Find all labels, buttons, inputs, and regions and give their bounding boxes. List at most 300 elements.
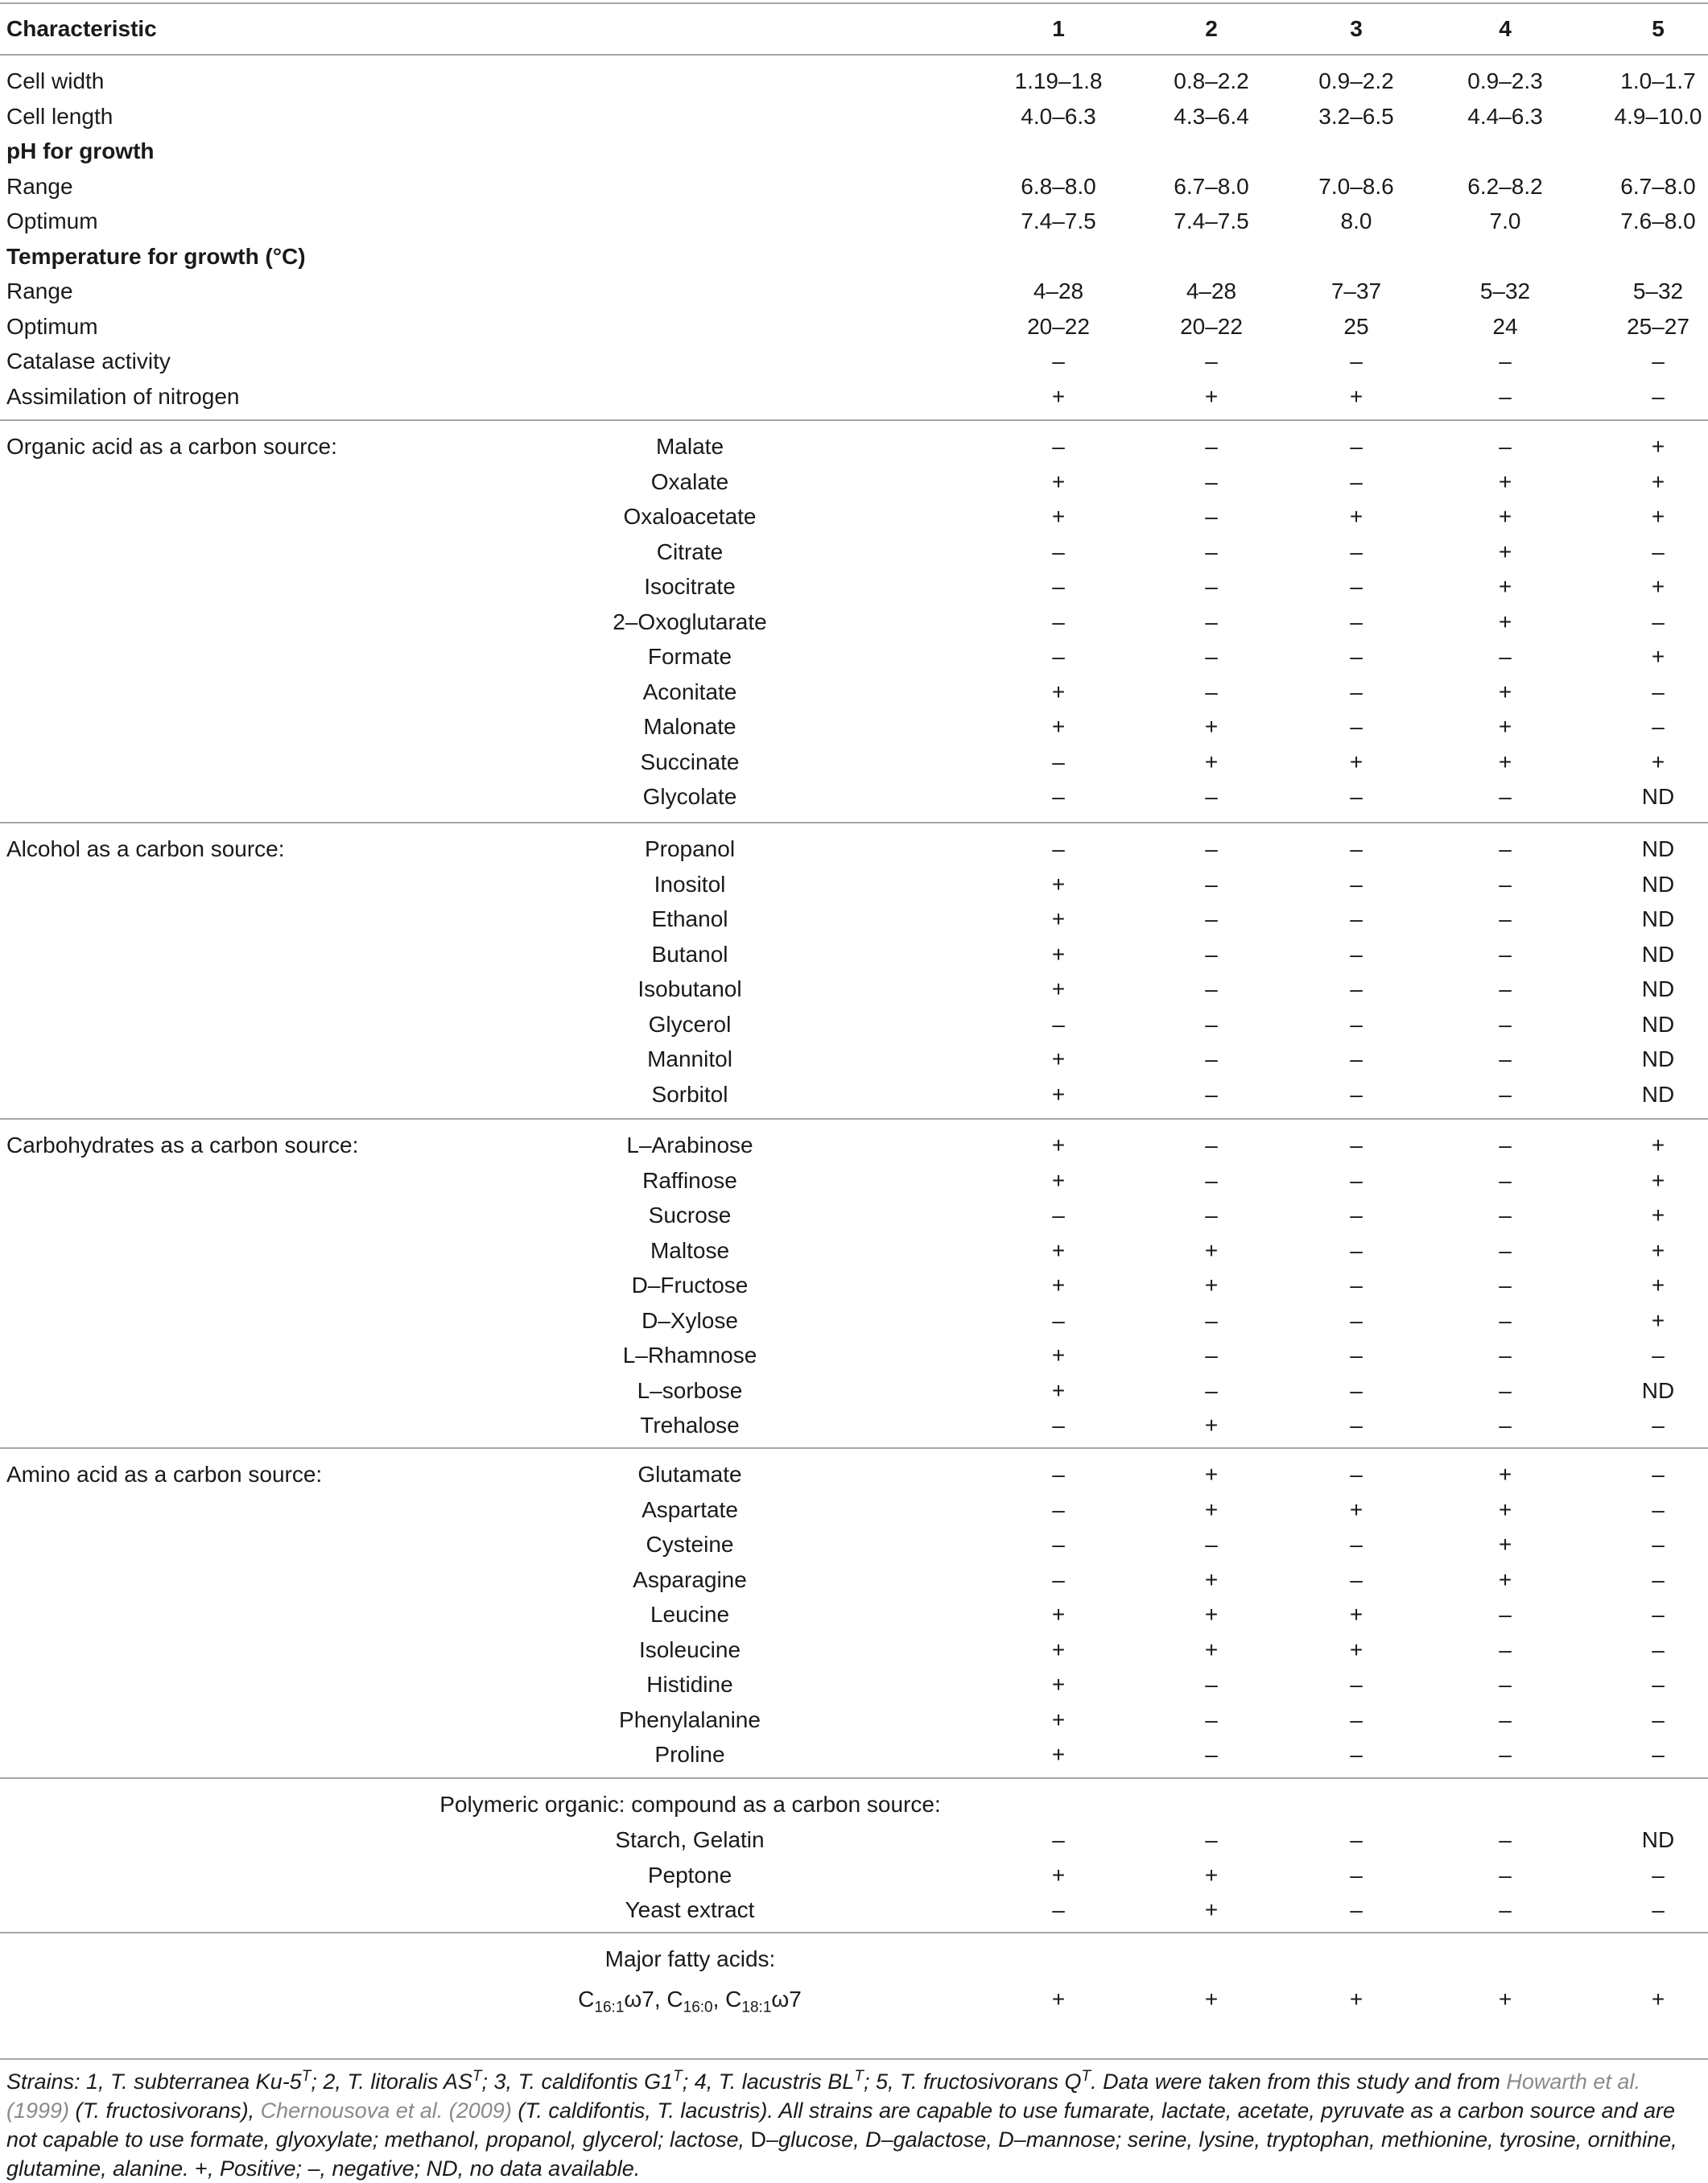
- strain-3-value: –: [1350, 1046, 1363, 1071]
- carbohydrates-row: [0, 1163, 1708, 1198]
- characteristic-header: Characteristic: [6, 16, 157, 41]
- strain-2-value: –: [1205, 976, 1218, 1001]
- substrate-name: Cysteine: [646, 1532, 734, 1557]
- strain-3-value: –: [1350, 836, 1363, 861]
- strain-3-value: +: [1349, 383, 1364, 409]
- strain-5-value: ND: [1641, 871, 1675, 897]
- strain-4-value: +: [1498, 749, 1512, 774]
- strain-2-value: +: [1204, 714, 1219, 739]
- substrate-name: Sorbitol: [651, 1081, 728, 1107]
- row-label: Assimilation of nitrogen: [6, 383, 240, 409]
- group-heading: pH for growth: [6, 138, 155, 163]
- characteristic-row: [0, 134, 1708, 168]
- organic_acid-row: [0, 709, 1708, 744]
- strain-2-value: –: [1205, 1081, 1218, 1107]
- strain-4-value: –: [1499, 1742, 1512, 1767]
- strain-3-value: +: [1349, 1987, 1364, 2012]
- strain-5-value: –: [1652, 1532, 1665, 1557]
- strain-5-value: –: [1652, 1602, 1665, 1627]
- strain-2-value: –: [1205, 1343, 1218, 1368]
- strain-2-value: –: [1205, 1532, 1218, 1557]
- strain-3-value: –: [1350, 349, 1363, 373]
- strain-4-value: +: [1498, 1566, 1512, 1592]
- strain-1-value: +: [1051, 1081, 1066, 1107]
- strain-3-value: –: [1350, 1133, 1363, 1158]
- section-title: Organic acid as a carbon source:: [6, 434, 337, 459]
- strain-4-value: –: [1499, 1636, 1512, 1662]
- strain-3-value: +: [1349, 1602, 1364, 1627]
- strain-1-value: –: [1052, 836, 1065, 861]
- strain-2-value: 4–28: [1186, 279, 1237, 303]
- substrate-name: L–Arabinose: [626, 1133, 753, 1158]
- separator: ,: [654, 1987, 667, 2012]
- strain-1-value: –: [1052, 1011, 1065, 1037]
- strain-2-value: +: [1204, 1237, 1219, 1263]
- strain-5-value: –: [1652, 1636, 1665, 1662]
- strain-5-value: –: [1652, 679, 1665, 704]
- substrate-name: Glutamate: [637, 1462, 742, 1487]
- strain-2-value: –: [1205, 644, 1218, 669]
- carbohydrates-row: [0, 1128, 1708, 1162]
- strain-5-value: –: [1652, 349, 1665, 373]
- footnote-text: T: [1081, 2068, 1091, 2085]
- strain-3-value: –: [1350, 434, 1363, 459]
- row-label: Cell width: [6, 68, 105, 93]
- fatty-acids-title-row: [0, 1942, 1708, 1976]
- strain-2-value: –: [1205, 1203, 1218, 1228]
- strain-3-value: –: [1350, 1011, 1363, 1037]
- strain-5-value: –: [1652, 1862, 1665, 1888]
- strain-4-value: +: [1498, 1496, 1512, 1522]
- amino_acid-row: [0, 1492, 1708, 1527]
- strain-3-value: –: [1350, 468, 1363, 494]
- strain-4-value: –: [1499, 836, 1512, 861]
- footnote-text: +: [195, 2156, 208, 2181]
- substrate-name: Oxalate: [650, 468, 729, 494]
- strain-2-value: –: [1205, 1307, 1218, 1333]
- strain-5-value: –: [1652, 1706, 1665, 1732]
- reference-link: Chernousova et al. (2009): [260, 2098, 512, 2123]
- footnote-text: –: [307, 2156, 320, 2181]
- strain-2-value: –: [1205, 609, 1218, 634]
- strain-1-value: +: [1051, 1672, 1066, 1697]
- strain-3-value: +: [1349, 749, 1364, 774]
- polymeric-row: [0, 1822, 1708, 1857]
- strain-1-value: 1.19–1.8: [1014, 68, 1103, 93]
- substrate-name: Histidine: [646, 1672, 733, 1697]
- strain-4-value: –: [1499, 1237, 1512, 1263]
- substrate-name: Raffinose: [642, 1167, 737, 1193]
- footnote-text: ; 5, T. fructosivorans Q: [863, 2070, 1082, 2094]
- strain-2-value: –: [1205, 539, 1218, 564]
- strain-5-value: ND: [1641, 976, 1675, 1001]
- strain-2-value: –: [1205, 434, 1218, 459]
- acid-base: C: [666, 1987, 683, 2012]
- strain-3-value: –: [1350, 574, 1363, 599]
- strain-4-value: –: [1499, 1203, 1512, 1228]
- strain-5-value: ND: [1641, 1046, 1675, 1071]
- strain-4-value: –: [1499, 644, 1512, 669]
- strain-4-value: –: [1499, 1706, 1512, 1732]
- strain-2-value: +: [1204, 1496, 1219, 1522]
- substrate-name: Isoleucine: [638, 1636, 741, 1662]
- substrate-name: Aconitate: [642, 679, 737, 704]
- substrate-name: Oxaloacetate: [623, 504, 757, 529]
- strain-4-value: –: [1499, 1307, 1512, 1333]
- strain-2-value: +: [1204, 383, 1219, 409]
- row-label: Range: [6, 173, 73, 199]
- strain-1-value: –: [1052, 1566, 1065, 1592]
- strain-1-value: 4–28: [1033, 279, 1084, 303]
- reference-link: Howarth et al. (1999): [6, 2070, 1640, 2123]
- row-label: Cell length: [6, 103, 113, 129]
- substrate-name: D–Fructose: [631, 1273, 749, 1298]
- strain-3-value: –: [1350, 714, 1363, 739]
- strain-5-value: ND: [1641, 1081, 1675, 1107]
- strain-3-value: –: [1350, 1672, 1363, 1697]
- strain-1-value: +: [1051, 1636, 1066, 1662]
- strain-5-value: +: [1651, 1307, 1665, 1333]
- strain-1-value: –: [1052, 1827, 1065, 1852]
- strain-4-value: +: [1498, 714, 1512, 739]
- alcohol-row: [0, 1042, 1708, 1076]
- strain-5-value: –: [1652, 1742, 1665, 1767]
- substrate-name: Trehalose: [640, 1413, 740, 1438]
- substrate-name: L–sorbose: [637, 1377, 743, 1403]
- section-rule: [0, 419, 1708, 421]
- section-rule: [0, 1118, 1708, 1120]
- strain-5-value: +: [1651, 749, 1665, 774]
- strain-1-header: 1: [1052, 16, 1065, 41]
- strain-4-value: –: [1499, 1167, 1512, 1193]
- strain-3-value: –: [1350, 1167, 1363, 1193]
- strain-4-value: –: [1499, 906, 1512, 931]
- row-label: Catalase activity: [6, 349, 171, 373]
- amino_acid-row: [0, 1667, 1708, 1702]
- strain-5-value: –: [1652, 1462, 1665, 1487]
- strain-4-value: 0.9–2.3: [1467, 68, 1543, 93]
- strain-1-value: –: [1052, 1413, 1065, 1438]
- strain-1-value: +: [1051, 906, 1066, 931]
- substrate-name: Asparagine: [633, 1566, 747, 1592]
- substrate-name: Propanol: [644, 836, 736, 861]
- polymeric-title-row: [0, 1787, 1708, 1822]
- strain-2-value: 0.8–2.2: [1174, 68, 1249, 93]
- amino_acid-row: [0, 1702, 1708, 1737]
- substrate-name: Ethanol: [651, 906, 728, 931]
- section-rule: [0, 1932, 1708, 1933]
- strain-2-value: +: [1204, 1897, 1219, 1922]
- characteristic-row: [0, 239, 1708, 274]
- strain-2-value: –: [1205, 836, 1218, 861]
- strain-4-value: +: [1498, 609, 1512, 634]
- strain-3-value: –: [1350, 1413, 1363, 1438]
- strain-1-value: +: [1051, 1862, 1066, 1888]
- strain-3-value: –: [1350, 539, 1363, 564]
- strain-1-value: +: [1051, 1237, 1066, 1263]
- strain-5-value: +: [1651, 468, 1665, 494]
- footnote-text: T: [673, 2068, 683, 2085]
- footnote-text: ; 3, T. caldifontis G1: [481, 2070, 674, 2094]
- strain-3-value: –: [1350, 1081, 1363, 1107]
- strain-1-value: +: [1051, 714, 1066, 739]
- strain-4-value: 7.0: [1489, 208, 1521, 233]
- strain-2-value: +: [1204, 1566, 1219, 1592]
- strain-2-value: –: [1205, 1706, 1218, 1732]
- strain-2-value: +: [1204, 1987, 1219, 2012]
- strain-3-value: –: [1350, 976, 1363, 1001]
- strain-2-value: –: [1205, 1011, 1218, 1037]
- amino_acid-row: [0, 1457, 1708, 1492]
- footnote-text: ; 4, T. lacustris BL: [682, 2070, 855, 2094]
- strain-3-value: –: [1350, 1307, 1363, 1333]
- strain-1-value: +: [1051, 1133, 1066, 1158]
- strain-3-value: –: [1350, 1377, 1363, 1403]
- strain-3-value: 3.2–6.5: [1318, 103, 1394, 129]
- strain-1-value: +: [1051, 468, 1066, 494]
- strain-1-value: +: [1051, 1273, 1066, 1298]
- substrate-name: Sucrose: [648, 1203, 732, 1228]
- strain-5-value: 6.7–8.0: [1620, 173, 1696, 199]
- strain-2-value: +: [1204, 1273, 1219, 1298]
- strain-4-value: –: [1499, 1602, 1512, 1627]
- strain-5-value: ND: [1641, 941, 1675, 967]
- amino_acid-row: [0, 1527, 1708, 1562]
- footnote-text: T: [301, 2068, 311, 2085]
- strain-5-value: +: [1651, 1167, 1665, 1193]
- acid-subscript: 16:0: [683, 1999, 713, 2016]
- strain-5-value: ND: [1641, 1377, 1675, 1403]
- alcohol-row: [0, 867, 1708, 902]
- strain-3-value: +: [1349, 504, 1364, 529]
- alcohol-row: [0, 972, 1708, 1006]
- strain-4-value: +: [1498, 539, 1512, 564]
- header-row: [0, 11, 1708, 46]
- strain-1-value: +: [1051, 1343, 1066, 1368]
- strain-1-value: –: [1052, 574, 1065, 599]
- acid-base: C: [725, 1987, 742, 2012]
- strain-5-value: ND: [1641, 784, 1675, 809]
- strain-5-value: ND: [1641, 1011, 1675, 1037]
- strain-4-header: 4: [1499, 16, 1512, 41]
- strain-4-value: –: [1499, 941, 1512, 967]
- section-rule: [0, 1447, 1708, 1449]
- characteristic-row: [0, 99, 1708, 134]
- strain-2-value: –: [1205, 1046, 1218, 1071]
- strain-4-value: –: [1499, 1897, 1512, 1922]
- strain-2-value: –: [1205, 574, 1218, 599]
- strain-3-value: 7–37: [1331, 279, 1382, 303]
- characteristic-row: [0, 204, 1708, 238]
- footnote-text: (T. caldifontis, T. lacustris). All strains are capable to use fumarate, lactate, acetate, pyruvate as a carbon source and are not capable to use formate, glyoxylate; methanol, propanol, glycerol; lactose,: [6, 2098, 1676, 2152]
- strain-5-value: –: [1652, 1343, 1665, 1368]
- strain-1-value: 7.4–7.5: [1021, 208, 1096, 233]
- strain-5-value: 4.9–10.0: [1614, 103, 1702, 129]
- table-footnote: [6, 2067, 1703, 2183]
- organic_acid-row: [0, 499, 1708, 534]
- strain-1-value: +: [1051, 1377, 1066, 1403]
- strain-4-value: –: [1499, 1827, 1512, 1852]
- alcohol-row: [0, 1077, 1708, 1112]
- strain-1-value: –: [1052, 1307, 1065, 1333]
- organic_acid-row: [0, 639, 1708, 674]
- section-rule: [0, 822, 1708, 823]
- strain-1-value: +: [1051, 1167, 1066, 1193]
- strain-2-value: –: [1205, 1827, 1218, 1852]
- strain-1-value: 20–22: [1027, 313, 1090, 339]
- strain-1-value: –: [1052, 644, 1065, 669]
- substrate-name: Maltose: [650, 1237, 730, 1263]
- strain-2-value: –: [1205, 504, 1218, 529]
- polymeric-row: [0, 1892, 1708, 1927]
- substrate-name: Inositol: [654, 871, 726, 897]
- acid-base: C: [578, 1987, 595, 2012]
- strain-5-value: 5–32: [1632, 279, 1684, 303]
- substrate-name: Peptone: [647, 1862, 732, 1888]
- strain-1-value: +: [1051, 1987, 1066, 2012]
- strain-1-value: –: [1052, 1462, 1065, 1487]
- strain-4-value: –: [1499, 784, 1512, 809]
- substrate-name: Phenylalanine: [619, 1706, 761, 1732]
- strain-1-value: –: [1052, 1532, 1065, 1557]
- amino_acid-row: [0, 1562, 1708, 1597]
- substrate-name: Citrate: [656, 539, 724, 564]
- footnote-text: ; 2, T. litoralis AS: [311, 2070, 472, 2094]
- substrate-name: Isobutanol: [637, 976, 742, 1001]
- characteristic-row: [0, 64, 1708, 98]
- characteristic-row: [0, 274, 1708, 308]
- footnote-text: T: [854, 2068, 864, 2085]
- strain-1-value: –: [1052, 1897, 1065, 1922]
- organic_acid-row: [0, 569, 1708, 604]
- strain-5-header: 5: [1652, 16, 1665, 41]
- strain-5-value: +: [1651, 1273, 1665, 1298]
- alcohol-row: [0, 1007, 1708, 1042]
- strain-5-value: –: [1652, 1413, 1665, 1438]
- strain-2-value: –: [1205, 1742, 1218, 1767]
- strain-1-value: –: [1052, 539, 1065, 564]
- strain-3-value: –: [1350, 1827, 1363, 1852]
- strain-3-value: –: [1350, 1897, 1363, 1922]
- strain-2-value: –: [1205, 349, 1218, 373]
- strain-3-value: +: [1349, 1496, 1364, 1522]
- section-title: Carbohydrates as a carbon source:: [6, 1133, 359, 1158]
- carbohydrates-row: [0, 1408, 1708, 1442]
- organic_acid-row: [0, 464, 1708, 499]
- carbohydrates-row: [0, 1373, 1708, 1408]
- strain-2-value: –: [1205, 468, 1218, 494]
- strain-1-value: +: [1051, 976, 1066, 1001]
- strain-5-value: –: [1652, 1672, 1665, 1697]
- footnote-text: , negative; ND, no data available.: [320, 2156, 641, 2181]
- strain-3-value: –: [1350, 871, 1363, 897]
- strain-3-value: –: [1350, 1203, 1363, 1228]
- top-rule: [0, 2, 1708, 4]
- strain-4-value: +: [1498, 1987, 1512, 2012]
- strain-1-value: –: [1052, 1203, 1065, 1228]
- strain-3-header: 3: [1350, 16, 1363, 41]
- strain-5-value: –: [1652, 609, 1665, 634]
- strain-4-value: –: [1499, 1343, 1512, 1368]
- strain-2-value: 20–22: [1180, 313, 1243, 339]
- strain-5-value: ND: [1641, 836, 1675, 861]
- strain-2-value: +: [1204, 1862, 1219, 1888]
- substrate-name: Malonate: [643, 714, 736, 739]
- group-heading: Temperature for growth (°C): [6, 243, 306, 269]
- strain-3-value: 8.0: [1340, 208, 1372, 233]
- strain-4-value: –: [1499, 976, 1512, 1001]
- polymeric-row: [0, 1858, 1708, 1892]
- strain-1-value: +: [1051, 679, 1066, 704]
- characteristic-row: [0, 169, 1708, 204]
- strain-4-value: +: [1498, 679, 1512, 704]
- carbohydrates-row: [0, 1268, 1708, 1302]
- strain-4-value: +: [1498, 574, 1512, 599]
- strain-4-value: 24: [1492, 313, 1518, 339]
- footnote-text: D: [750, 2127, 767, 2152]
- strain-3-value: 25: [1343, 313, 1369, 339]
- section-title: Major fatty acids:: [604, 1946, 776, 1971]
- strain-3-value: –: [1350, 784, 1363, 809]
- strain-4-value: 5–32: [1479, 279, 1531, 303]
- strain-1-value: –: [1052, 349, 1065, 373]
- strain-4-value: +: [1498, 1462, 1512, 1487]
- strain-5-value: –: [1652, 1897, 1665, 1922]
- strain-4-value: –: [1499, 434, 1512, 459]
- organic_acid-row: [0, 779, 1708, 814]
- strain-1-value: –: [1052, 1496, 1065, 1522]
- strain-2-value: –: [1205, 1672, 1218, 1697]
- strain-2-value: –: [1205, 1133, 1218, 1158]
- strain-4-value: –: [1499, 349, 1512, 373]
- strain-2-value: –: [1205, 1167, 1218, 1193]
- strain-1-value: +: [1051, 871, 1066, 897]
- strain-1-value: –: [1052, 434, 1065, 459]
- organic_acid-row: [0, 534, 1708, 569]
- strain-2-value: 7.4–7.5: [1174, 208, 1249, 233]
- separator: ,: [712, 1987, 726, 2012]
- organic_acid-row: [0, 745, 1708, 779]
- amino_acid-row: [0, 1597, 1708, 1632]
- acid-suffix: ω7: [624, 1987, 654, 2012]
- footnote-text: T: [472, 2068, 482, 2085]
- acid-subscript: 18:1: [741, 1999, 772, 2016]
- strain-4-value: –: [1499, 1011, 1512, 1037]
- strain-1-value: –: [1052, 784, 1065, 809]
- strain-5-value: 7.6–8.0: [1620, 208, 1696, 233]
- strain-2-value: –: [1205, 784, 1218, 809]
- substrate-name: Aspartate: [642, 1496, 738, 1522]
- substrate-name: Glycolate: [642, 784, 737, 809]
- organic_acid-row: [0, 429, 1708, 464]
- strain-2-value: +: [1204, 1636, 1219, 1662]
- strain-2-value: +: [1204, 749, 1219, 774]
- strain-3-value: –: [1350, 1273, 1363, 1298]
- carbohydrates-row: [0, 1338, 1708, 1372]
- strain-3-value: –: [1350, 1566, 1363, 1592]
- strain-5-value: –: [1652, 1566, 1665, 1592]
- strain-1-value: +: [1051, 1742, 1066, 1767]
- strain-2-value: +: [1204, 1462, 1219, 1487]
- strain-3-value: +: [1349, 1636, 1364, 1662]
- amino_acid-row: [0, 1632, 1708, 1667]
- acid-suffix: ω7: [771, 1987, 802, 2012]
- substrate-name: 2–Oxoglutarate: [613, 609, 767, 634]
- strain-1-value: +: [1051, 1046, 1066, 1071]
- strain-1-value: +: [1051, 941, 1066, 967]
- strain-1-value: +: [1051, 1706, 1066, 1732]
- strain-5-value: –: [1652, 383, 1665, 409]
